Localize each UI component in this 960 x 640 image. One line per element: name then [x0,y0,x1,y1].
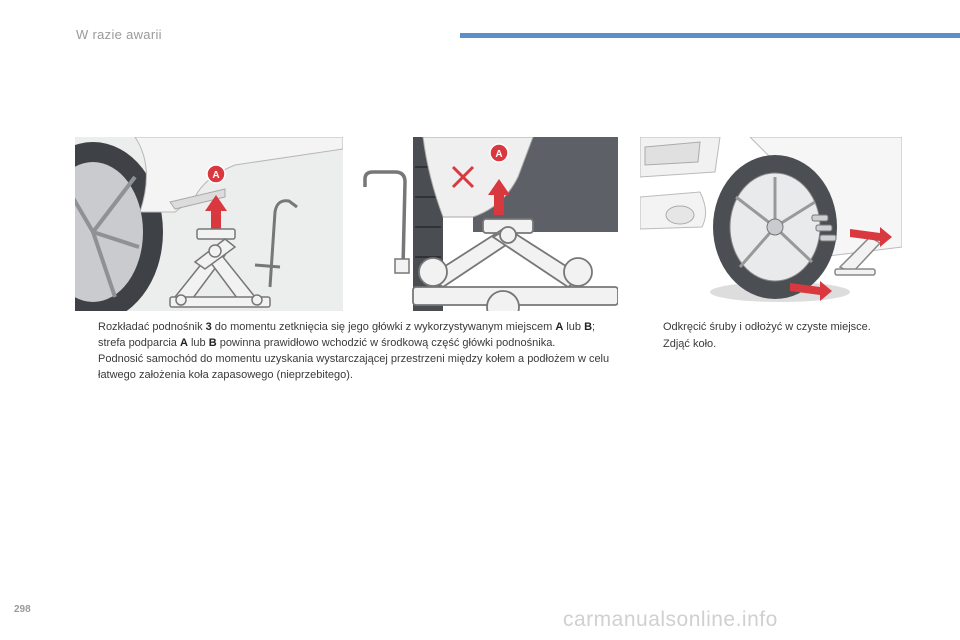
instructions-left [76,320,616,384]
point-a-label: A [212,170,220,181]
section-title: W razie awarii [76,27,162,42]
page-number: 298 [14,604,31,615]
list-item: Zdjąć koło. [663,337,717,350]
instructions-right [641,320,941,353]
header-accent-bar [460,33,960,38]
list-item: Odkręcić śruby i odłożyć w czyste miejsce. [663,321,871,333]
jack-under-sill-illustration [75,137,343,311]
point-a-label: A [495,149,503,160]
list-item: Rozkładać podnośnik 3 do momentu zetknięcia się jego główki z wykorzystywanym miejscem A lub B; strefa podparcia A lub B powinna prawidłowo wchodzić w środkową część główki podnośnika. [98,321,596,349]
jack-lifting-point-illustration [343,137,618,311]
list-item: Podnosić samochód do momentu uzyskania wystarczającej przestrzeni między kołem a podłożem w celu łatwego założenia koła zapasowego (nieprzebitego). [98,353,610,381]
watermark-link[interactable]: carmanualsonline.info [563,608,778,631]
wheel-removal-illustration [640,137,902,311]
